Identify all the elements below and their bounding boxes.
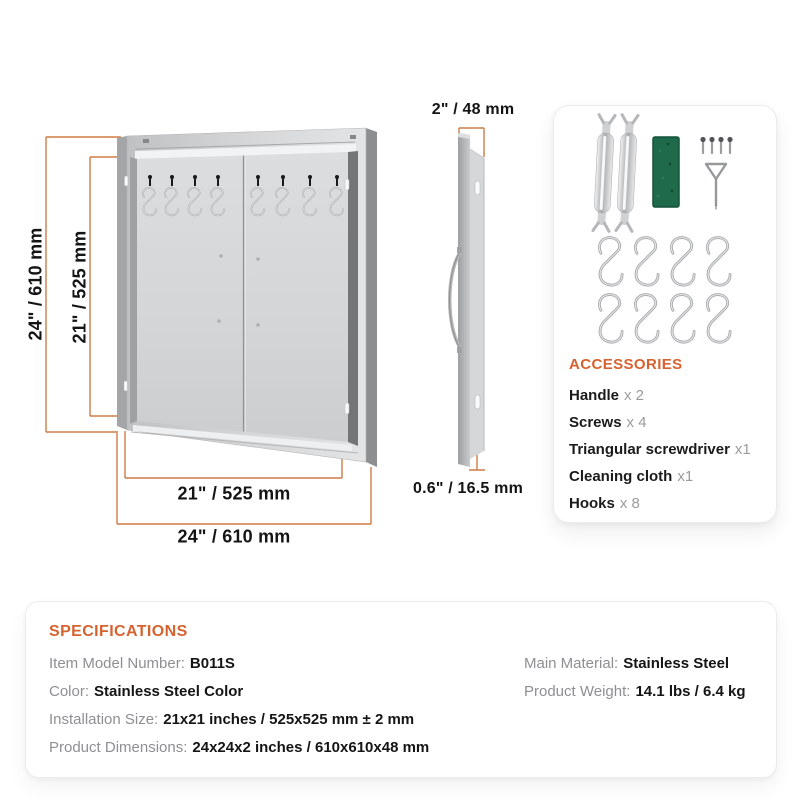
- door-illustration: [117, 128, 377, 467]
- spec-product-weight: Product Weight: 14.1 lbs / 6.4 kg: [524, 683, 746, 700]
- accessory-item-hooks: Hooks x 8: [569, 495, 640, 512]
- handle-icon: [593, 115, 638, 232]
- dim-inner-height-label: 21" / 525 mm: [69, 230, 90, 344]
- spec-color: Color: Stainless Steel Color: [49, 683, 244, 700]
- dim-depth-label: 2" / 48 mm: [431, 101, 515, 118]
- spec-main-material: Main Material: Stainless Steel: [524, 655, 730, 672]
- accessories-card: [553, 105, 777, 523]
- s-hook-icon: [599, 238, 730, 343]
- spec-product-dimensions: Product Dimensions: 24x24x2 inches / 610x610x48 mm: [49, 739, 430, 756]
- specifications-title: SPECIFICATIONS: [49, 623, 188, 640]
- accessory-item-handle: Handle x 2: [569, 387, 645, 404]
- spec-installation-size: Installation Size: 21x21 inches / 525x525 mm ± 2 mm: [49, 711, 415, 728]
- accessory-item-screws: Screws x 4: [569, 414, 647, 431]
- triangular-screwdriver-icon: [706, 164, 726, 209]
- accessory-item-screwdriver: Triangular screwdriver x1: [569, 441, 751, 458]
- side-view-illustration: [450, 133, 485, 467]
- cleaning-cloth-icon: [653, 137, 679, 207]
- specifications-card: [25, 601, 777, 778]
- dim-outer-height-label: 24" / 610 mm: [25, 227, 46, 341]
- spec-item-model-number: Item Model Number: B011S: [49, 655, 235, 672]
- accessories-title: ACCESSORIES: [569, 356, 683, 373]
- accessory-item-cleaning-cloth: Cleaning cloth x1: [569, 468, 694, 485]
- dim-panel-thickness-label: 0.6" / 16.5 mm: [412, 480, 524, 497]
- dim-outer-width-label: 24" / 610 mm: [177, 526, 291, 547]
- screws-icon: [700, 137, 732, 153]
- accessories-illustration: [554, 106, 778, 351]
- dim-inner-width-label: 21" / 525 mm: [177, 483, 291, 504]
